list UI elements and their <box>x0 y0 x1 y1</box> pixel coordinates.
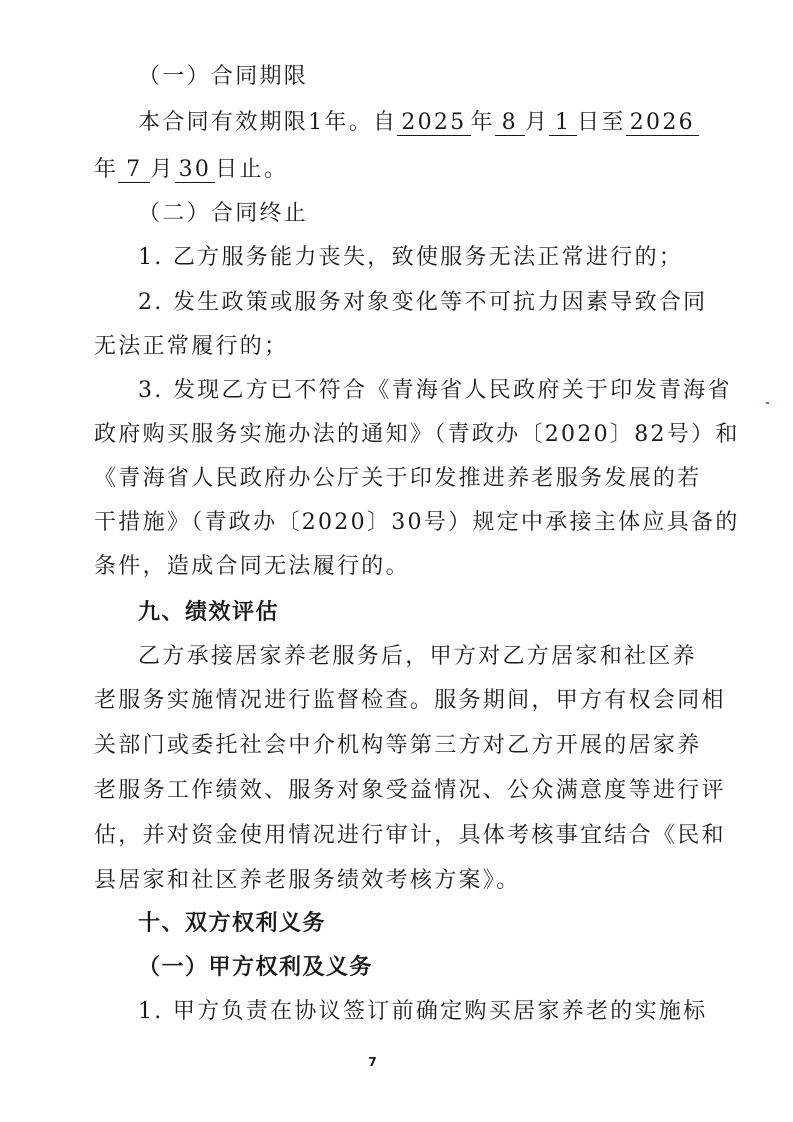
contract-term-line-1 <box>138 108 695 138</box>
evaluation-paragraph-line-6: 县居家和社区养老服务绩效考核方案》。 <box>94 868 521 893</box>
term-start-month: 8 <box>495 111 525 136</box>
evaluation-paragraph-line-5: 估，并对资金使用情况进行审计，具体考核事宜结合《民和 <box>94 823 726 848</box>
term-prefix: 本合同有效期限1年。自 <box>138 110 398 135</box>
scan-speck <box>766 402 769 404</box>
page-number: 7 <box>368 1055 377 1069</box>
term-day-to: 日至 <box>577 110 626 135</box>
evaluation-paragraph-line-3: 关部门或委托社会中介机构等第三方对乙方开展的居家养 <box>94 733 702 758</box>
termination-item-3-line-1: 3. 发现乙方已不符合《青海省人民政府关于印发青海省 <box>138 378 732 403</box>
termination-item-2-line-2: 无法正常履行的； <box>94 334 289 359</box>
evaluation-paragraph-line-1: 乙方承接居家养老服务后，甲方对乙方居家和社区养 <box>138 644 697 669</box>
termination-item-3-line-5: 条件，造成合同无法履行的。 <box>94 554 410 579</box>
term-month-char: 月 <box>524 110 550 135</box>
contract-term-line-2 <box>94 155 654 185</box>
term-year-char: 年 <box>470 110 495 135</box>
term-end-day: 30 <box>175 158 216 183</box>
termination-item-2-line-1: 2. 发生政策或服务对象变化等不可抗力因素导致合同 <box>138 290 708 315</box>
termination-item-3-line-4: 干措施》（青政办〔2020〕30号）规定中承接主体应具备的 <box>94 510 740 535</box>
evaluation-paragraph-line-2: 老服务实施情况进行监督检查。服务期间，甲方有权会同相 <box>94 688 726 713</box>
term-start-year: 2025 <box>397 111 470 136</box>
termination-item-3-line-2: 政府购买服务实施办法的通知》（青政办〔2020〕82号）和 <box>94 422 740 447</box>
termination-item-3-line-3: 《青海省人民政府办公厅关于印发推进养老服务发展的若 <box>94 466 702 491</box>
section-heading-performance-evaluation: 九、绩效评估 <box>138 599 280 625</box>
party-a-item-1: 1. 甲方负责在协议签订前确定购买居家养老的实施标 <box>138 999 708 1024</box>
section-heading-contract-term: （一）合同期限 <box>138 64 309 89</box>
term-month-char-2: 月 <box>150 157 175 182</box>
term-start-day: 1 <box>549 111 577 136</box>
term-year-char-2: 年 <box>94 157 119 182</box>
evaluation-paragraph-line-4: 老服务工作绩效、服务对象受益情况、公众满意度等进行评 <box>94 778 726 803</box>
term-end-year: 2026 <box>626 111 699 136</box>
subheading-party-a-rights: （一）甲方权利及义务 <box>138 954 374 980</box>
termination-item-1: 1. 乙方服务能力丧失，致使服务无法正常进行的； <box>138 245 684 270</box>
section-heading-rights-obligations: 十、双方权利义务 <box>138 910 327 936</box>
term-end-month: 7 <box>118 158 150 183</box>
section-heading-contract-termination: （二）合同终止 <box>138 201 309 226</box>
term-day-end: 日止。 <box>215 157 289 182</box>
